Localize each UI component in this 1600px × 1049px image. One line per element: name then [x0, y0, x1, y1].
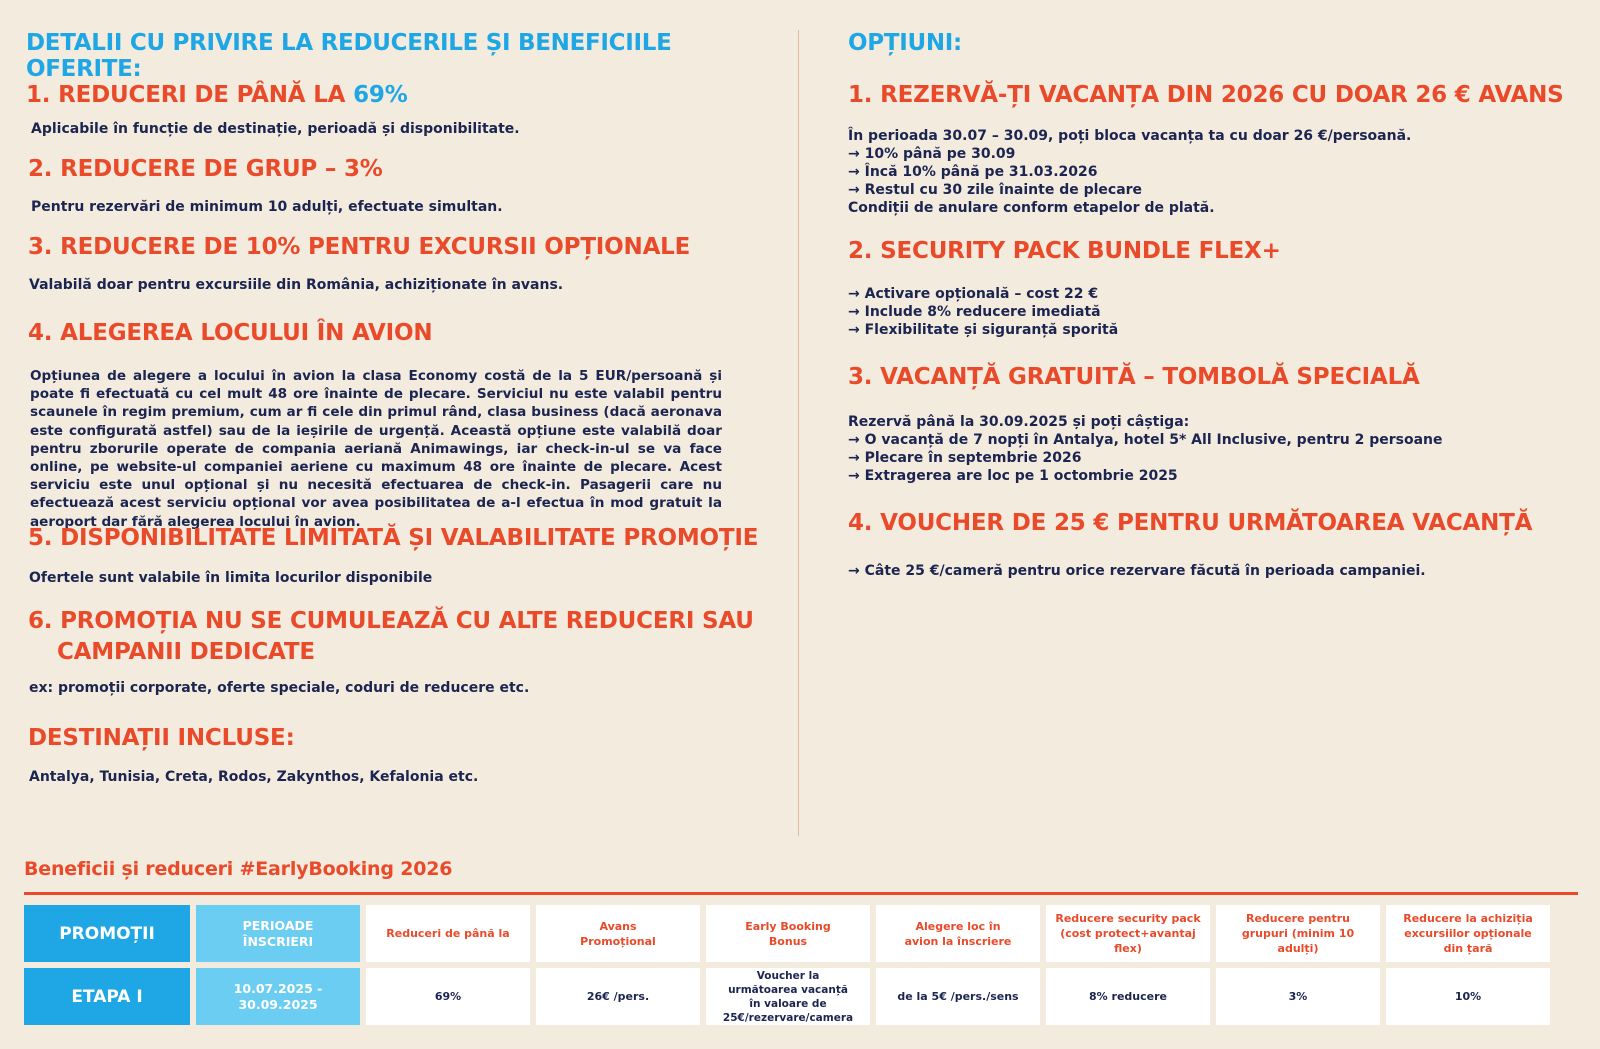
- header-promotii: PROMOȚII: [24, 905, 190, 962]
- header-alegere-loc: Alegere loc în avion la înscriere: [876, 905, 1040, 962]
- row-alegere-loc: de la 5€ /pers./sens: [876, 968, 1040, 1025]
- section-4-text: Opțiunea de alegere a locului în avion la clasa Economy costă de la 5 EUR/persoană și poate fi efectuată cu cel mult 48 ore înainte de plecare. Serviciul nu este valabil pentru scaunele în regim premium, cum ar fi cele din primul rând, clasa business (dacă aeronava este configurată astfel) sau de la ieșirile de urgență. Această opțiune este valabilă doar pentru zborurile operate de compania aeriană Animawings, iar check-in-ul se va face online, pe website-ul companiei aeriene cu maximum 48 ore înainte de plecare. Acest serviciu este unul opțional și nu necesită efectuarea de check-in. Pasagerii care nu efectuează acest serviciu opțional vor avea posibilitatea de a-l efectua în mod gratuit la aeroport dar fără alegerea locului în avion.: [30, 368, 722, 530]
- discount-highlight: 69%: [353, 82, 408, 108]
- row-security-pack: 8% reducere: [1046, 968, 1210, 1025]
- benefits-title: DETALII CU PRIVIRE LA REDUCERILE ȘI BENEFICIILE OFERITE:: [26, 30, 672, 82]
- benefits-table-title: Beneficii și reduceri #EarlyBooking 2026: [24, 858, 453, 880]
- header-perioade: PERIOADE ÎNSCRIERI: [196, 905, 360, 962]
- row-reduceri: 69%: [366, 968, 530, 1025]
- header-security-pack: Reducere security pack (cost protect+avantaj flex): [1046, 905, 1210, 962]
- section-3-heading: 3. REDUCERE DE 10% PENTRU EXCURSII OPȚIONALE: [28, 234, 691, 260]
- section-2-heading: 2. REDUCERE DE GRUP – 3%: [28, 156, 383, 182]
- destinations-heading: DESTINAȚII INCLUSE:: [28, 725, 295, 751]
- section-3-text: Valabilă doar pentru excursiile din România, achiziționate în avans.: [29, 277, 564, 293]
- column-divider: [798, 30, 799, 836]
- table-row-etapa-1: [24, 968, 1578, 1025]
- option-1-heading: 1. REZERVĂ-ȚI VACANȚA DIN 2026 CU DOAR 26 € AVANS: [848, 82, 1564, 108]
- table-header-row: [24, 905, 1578, 962]
- option-3-heading: 3. VACANȚĂ GRATUITĂ – TOMBOLĂ SPECIALĂ: [848, 364, 1420, 390]
- row-label: ETAPA I: [24, 968, 190, 1025]
- option-2-text: → Activare opțională – cost 22 € → Include 8% reducere imediată → Flexibilitate și siguranță sporită: [848, 286, 1119, 338]
- row-excursii: 10%: [1386, 968, 1550, 1025]
- options-title: OPȚIUNI:: [848, 30, 962, 56]
- header-early-booking: Early Booking Bonus: [706, 905, 870, 962]
- option-3-text: Rezervă până la 30.09.2025 și poți câștiga: → O vacanță de 7 nopți în Antalya, hotel 5* All Inclusive, pentru 2 persoane → Plecare în septembrie 2026 → Extragerea are loc pe 1 octombrie 2025: [848, 414, 1443, 484]
- row-avans: 26€ /pers.: [536, 968, 700, 1025]
- row-grupuri: 3%: [1216, 968, 1380, 1025]
- section-6-text: ex: promoții corporate, oferte speciale, coduri de reducere etc.: [29, 680, 530, 696]
- section-1-heading: 1. REDUCERI DE PÂNĂ LA 69%: [26, 82, 408, 108]
- row-early-booking: Voucher la următoarea vacanță în valoare de 25€/rezervare/camera: [706, 968, 870, 1025]
- header-avans: Avans Promoțional: [536, 905, 700, 962]
- header-reduceri: Reduceri de până la: [366, 905, 530, 962]
- row-perioada: 10.07.2025 - 30.09.2025: [196, 968, 360, 1025]
- header-excursii: Reducere la achiziția excursiilor opționale din țară: [1386, 905, 1550, 962]
- option-2-heading: 2. SECURITY PACK BUNDLE FLEX+: [848, 238, 1281, 264]
- section-1-text: Aplicabile în funcție de destinație, perioadă și disponibilitate.: [31, 121, 520, 137]
- section-5-heading: 5. DISPONIBILITATE LIMITATĂ ȘI VALABILITATE PROMOȚIE: [28, 525, 759, 551]
- section-2-text: Pentru rezervări de minimum 10 adulți, efectuate simultan.: [31, 199, 503, 215]
- section-4-heading: 4. ALEGEREA LOCULUI ÎN AVION: [28, 320, 433, 346]
- option-1-text: În perioada 30.07 – 30.09, poți bloca vacanța ta cu doar 26 €/persoană. → 10% până pe 30.09 → Încă 10% până pe 31.03.2026 → Restul cu 30 zile înainte de plecare Condiții de anulare conform etapelor de plată.: [848, 128, 1412, 216]
- section-5-text: Ofertele sunt valabile în limita locurilor disponibile: [29, 570, 433, 586]
- option-4-heading: 4. VOUCHER DE 25 € PENTRU URMĂTOAREA VACANȚĂ: [848, 510, 1533, 536]
- header-grupuri: Reducere pentru grupuri (minim 10 adulți): [1216, 905, 1380, 962]
- option-4-text: → Câte 25 €/cameră pentru orice rezervare făcută în perioada campaniei.: [848, 563, 1426, 579]
- table-rule: [24, 892, 1578, 895]
- section-6-heading: 6. PROMOȚIA NU SE CUMULEAZĂ CU ALTE REDUCERI SAU CAMPANII DEDICATE: [28, 608, 754, 665]
- destinations-text: Antalya, Tunisia, Creta, Rodos, Zakynthos, Kefalonia etc.: [29, 769, 479, 785]
